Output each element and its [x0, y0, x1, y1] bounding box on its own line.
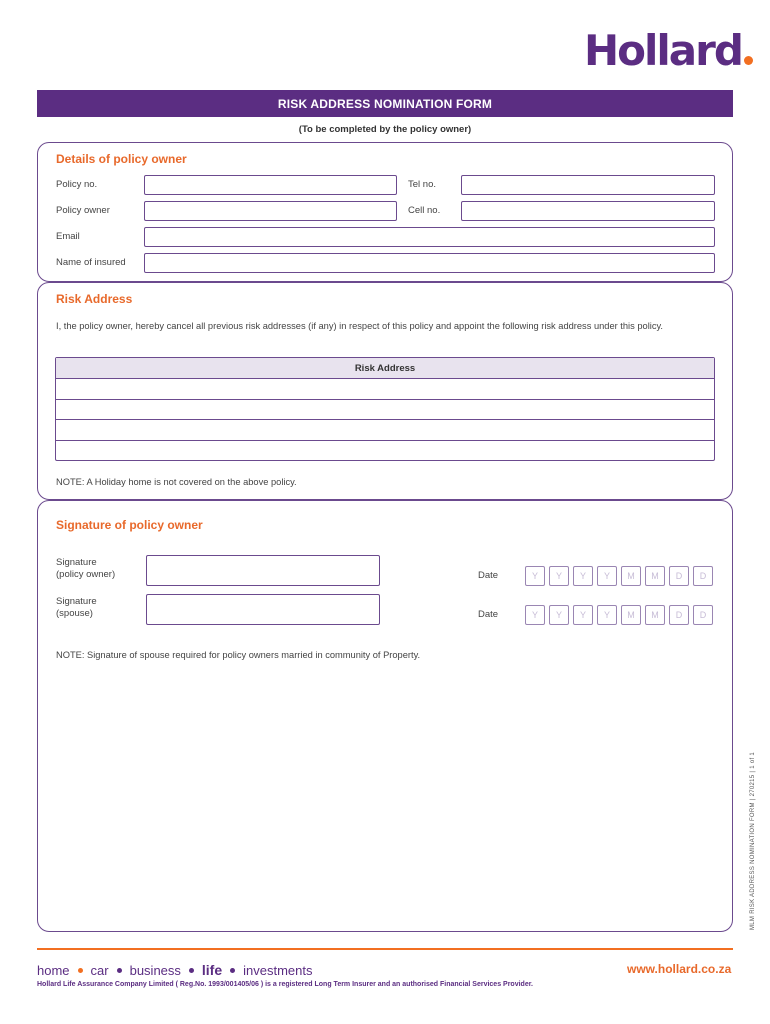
date-owner-d1[interactable]: D [669, 566, 689, 586]
bullet-icon [117, 968, 122, 973]
date-spouse-m1[interactable]: M [621, 605, 641, 625]
details-section-title: Details of policy owner [56, 152, 187, 166]
logo-text: Hollard [584, 26, 742, 75]
bullet-icon [78, 968, 83, 973]
email-label: Email [56, 231, 80, 242]
signature-spouse-label-line1: Signature [56, 596, 97, 607]
date-owner-m2[interactable]: M [645, 566, 665, 586]
date-spouse-y2[interactable]: Y [549, 605, 569, 625]
policy-no-label: Policy no. [56, 179, 98, 190]
tel-no-input[interactable] [461, 175, 715, 195]
legal-disclaimer: Hollard Life Assurance Company Limited ( Reg.No. 1993/001405/06 ) is a registered Long Term Insurer and an authorised Financial Services Provider. [37, 981, 533, 988]
signature-section [37, 500, 733, 932]
email-input[interactable] [144, 227, 715, 247]
date-spouse-d2[interactable]: D [693, 605, 713, 625]
signature-owner-label [56, 557, 115, 581]
tag-car: car [90, 962, 109, 978]
form-subtitle: (To be completed by the policy owner) [298, 124, 472, 135]
tel-no-label: Tel no. [408, 179, 436, 190]
date-owner-y4[interactable]: Y [597, 566, 617, 586]
signature-section-title: Signature of policy owner [56, 518, 203, 532]
date-spouse-d1[interactable]: D [669, 605, 689, 625]
name-insured-label: Name of insured [56, 257, 126, 268]
signature-owner-box[interactable] [146, 555, 380, 586]
date-owner-y3[interactable]: Y [573, 566, 593, 586]
footer-divider [37, 948, 733, 950]
cell-no-input[interactable] [461, 201, 715, 221]
signature-spouse-box[interactable] [146, 594, 380, 625]
signature-owner-label-line1: Signature [56, 557, 97, 568]
risk-address-row-1[interactable] [56, 379, 714, 400]
tag-life: life [201, 962, 223, 978]
date-owner-d2[interactable]: D [693, 566, 713, 586]
logo-dot-icon [744, 56, 753, 65]
cell-no-label: Cell no. [408, 205, 441, 216]
tag-home: home [37, 962, 70, 978]
form-title-bar [37, 90, 733, 117]
date-owner-label: Date [478, 570, 499, 581]
date-spouse-y1[interactable]: Y [525, 605, 545, 625]
date-spouse-m2[interactable]: M [645, 605, 665, 625]
date-owner-y1[interactable]: Y [525, 566, 545, 586]
risk-address-table-header: Risk Address [56, 358, 714, 379]
footer-tagline [37, 962, 313, 978]
date-spouse-label: Date [478, 609, 499, 620]
risk-address-row-3[interactable] [56, 420, 714, 441]
tag-business: business [129, 962, 181, 978]
risk-address-note: NOTE: A Holiday home is not covered on the above policy. [56, 477, 297, 487]
risk-address-title: Risk Address [56, 292, 133, 306]
date-spouse-y3[interactable]: Y [573, 605, 593, 625]
signature-spouse-label-line2: (spouse) [56, 608, 93, 619]
spouse-signature-note: NOTE: Signature of spouse required for policy owners married in community of Property. [56, 650, 421, 660]
bullet-icon [230, 968, 235, 973]
signature-spouse-label [56, 596, 97, 620]
form-reference-side-text: MLM RISK ADDRESS NOMINATION FORM | 270215 | 1 of 1 [750, 751, 756, 930]
form-title: RISK ADDRESS NOMINATION FORM [277, 96, 493, 111]
risk-address-paragraph: I, the policy owner, hereby cancel all previous risk addresses (if any) in respect of this policy and appoint the following risk address under this policy. [56, 321, 664, 331]
website-link[interactable]: www.hollard.co.za [627, 962, 732, 976]
policy-owner-label: Policy owner [56, 205, 110, 216]
details-section [37, 142, 733, 282]
policy-no-input[interactable] [144, 175, 397, 195]
risk-address-section [37, 282, 733, 500]
risk-address-row-2[interactable] [56, 400, 714, 421]
date-owner-y2[interactable]: Y [549, 566, 569, 586]
bullet-icon [189, 968, 194, 973]
risk-address-table [55, 357, 715, 461]
policy-owner-input[interactable] [144, 201, 397, 221]
risk-address-row-4[interactable] [56, 441, 714, 462]
signature-owner-label-line2: (policy owner) [56, 569, 116, 580]
date-spouse-y4[interactable]: Y [597, 605, 617, 625]
tag-investments: investments [243, 962, 313, 978]
hollard-logo [584, 26, 753, 75]
date-owner-m1[interactable]: M [621, 566, 641, 586]
name-insured-input[interactable] [144, 253, 715, 273]
